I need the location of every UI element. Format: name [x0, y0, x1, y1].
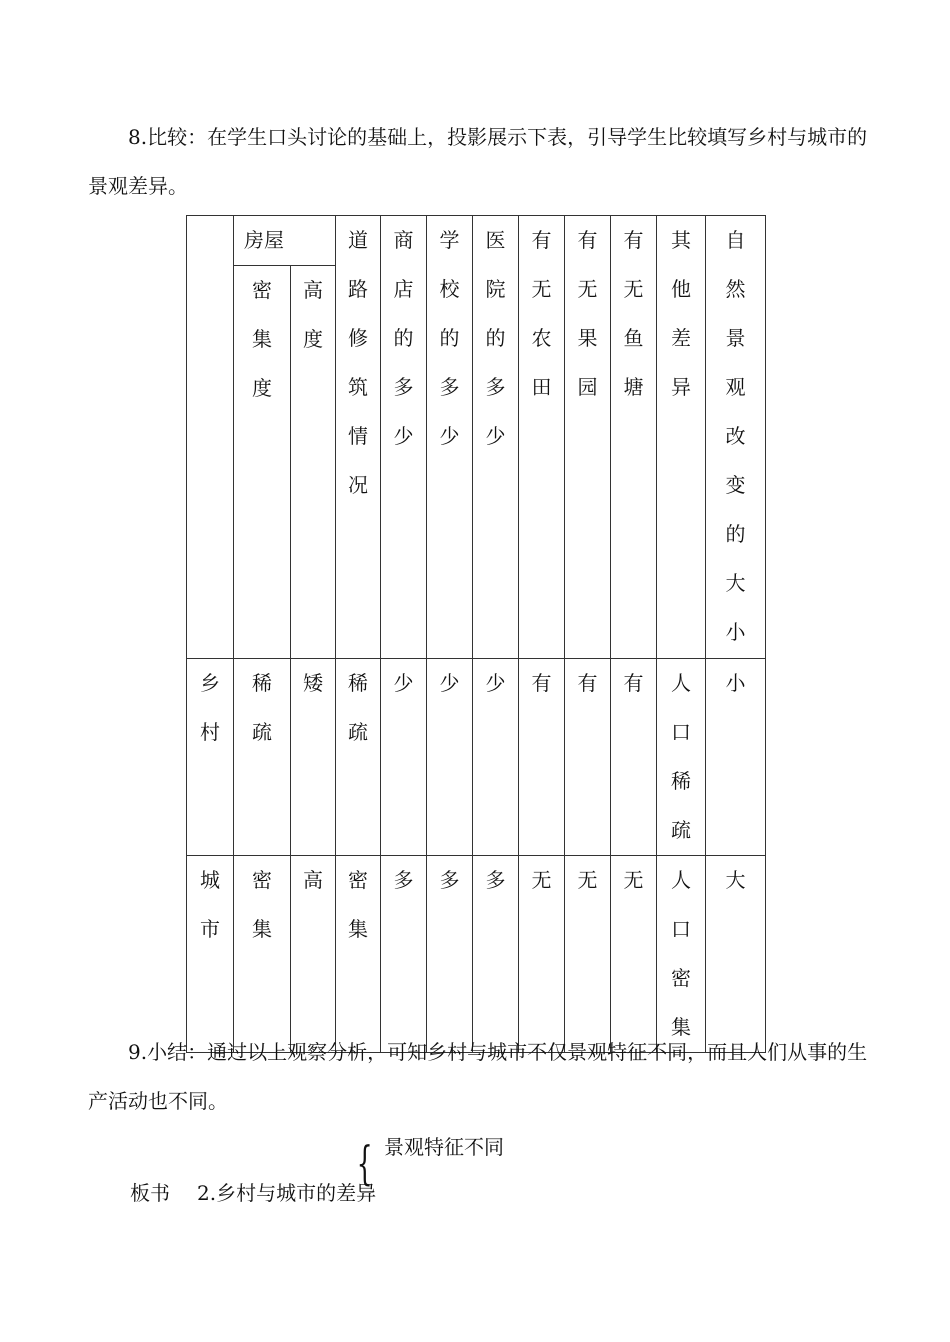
table-cell: 有: [611, 659, 657, 856]
header-shops: 商店的多少: [381, 216, 427, 659]
board-label: 板书: [130, 1181, 170, 1205]
board-title: 2.乡村与城市的差异: [197, 1181, 377, 1205]
header-farmland: 有无农田: [519, 216, 565, 659]
table-row: [187, 659, 766, 856]
table-cell: 多: [381, 856, 427, 1053]
paragraph-9: 9.小结：通过以上观察分析，可知乡村与城市不仅景观特征不同，而且人们从事的生产活动也不同。: [88, 1040, 868, 1113]
left-brace-icon: {: [356, 1136, 373, 1190]
table-cell: 无: [611, 856, 657, 1053]
row-label: 城市: [187, 856, 234, 1053]
table-cell: 多: [473, 856, 519, 1053]
header-other: 其他差异: [657, 216, 706, 659]
table-cell: 少: [427, 659, 473, 856]
table-cell: 少: [381, 659, 427, 856]
header-house: 房屋: [234, 216, 336, 266]
table-cell: 大: [706, 856, 766, 1053]
paragraph-8: 8.比较：在学生口头讨论的基础上，投影展示下表，引导学生比较填写乡村与城市的景观差异。: [88, 125, 868, 198]
table-cell: 稀疏: [336, 659, 381, 856]
corner-cell: [187, 216, 234, 659]
header-hospitals: 医院的多少: [473, 216, 519, 659]
table-cell: 少: [473, 659, 519, 856]
table-cell: 无: [519, 856, 565, 1053]
table-cell: 小: [706, 659, 766, 856]
header-road: 道路修筑情况: [336, 216, 381, 659]
table-cell: 密集: [234, 856, 291, 1053]
table-cell: 人口密集: [657, 856, 706, 1053]
header-schools: 学校的多少: [427, 216, 473, 659]
header-density: 密集度: [234, 266, 291, 659]
row-label: 乡村: [187, 659, 234, 856]
header-fishpond: 有无鱼塘: [611, 216, 657, 659]
table-cell: 无: [565, 856, 611, 1053]
table-row: [187, 856, 766, 1053]
table-cell: 多: [427, 856, 473, 1053]
header-orchard: 有无果园: [565, 216, 611, 659]
table-cell: 密集: [336, 856, 381, 1053]
table-cell: 有: [519, 659, 565, 856]
board-branch: 景观特征不同: [384, 1135, 504, 1159]
table-cell: 高: [291, 856, 336, 1053]
comparison-table: [186, 215, 766, 1053]
table-cell: 矮: [291, 659, 336, 856]
table-cell: 人口稀疏: [657, 659, 706, 856]
header-height: 高度: [291, 266, 336, 659]
table-cell: 有: [565, 659, 611, 856]
table-cell: 稀疏: [234, 659, 291, 856]
header-landscape-change: 自然景观改变的大小: [706, 216, 766, 659]
